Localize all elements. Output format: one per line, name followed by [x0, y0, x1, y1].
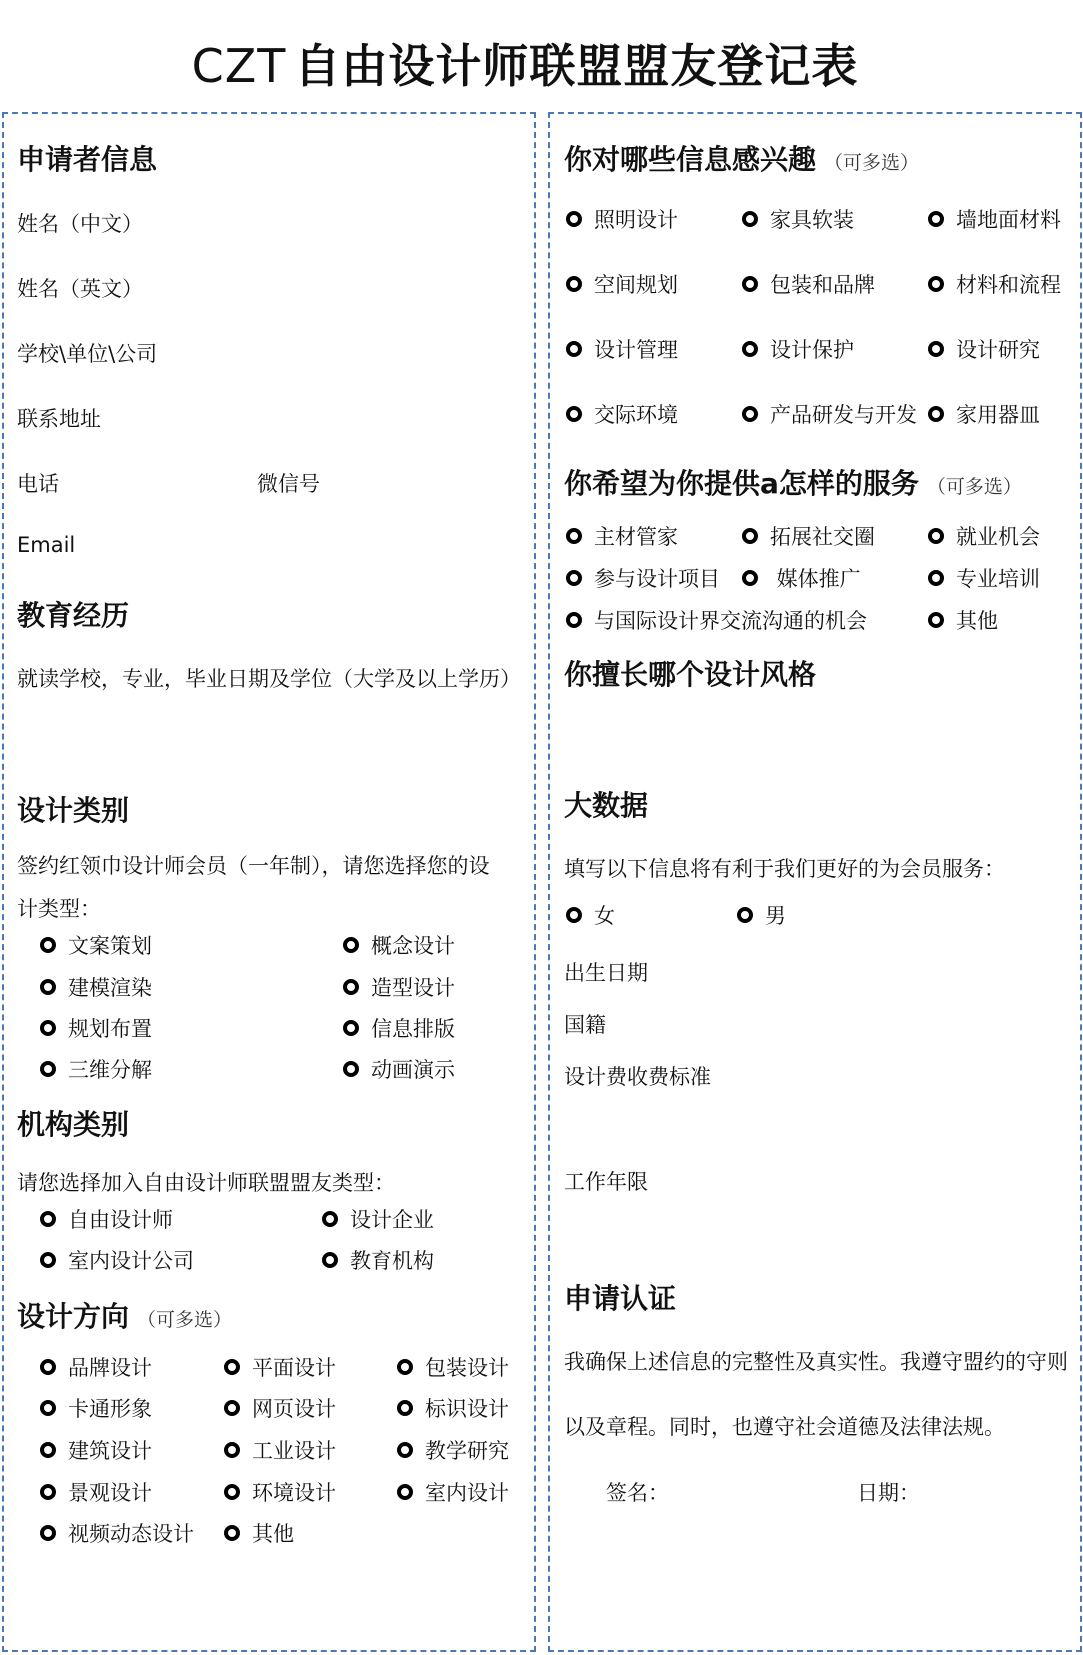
radio-icon	[224, 1484, 240, 1500]
interests-note: （可多选）	[824, 152, 920, 174]
option-architecture[interactable]: 建筑设计	[40, 1441, 152, 1462]
radio-icon	[397, 1484, 413, 1500]
nationality-field[interactable]: 国籍	[564, 1013, 606, 1037]
name-cn-field[interactable]: 姓名（中文）	[17, 212, 143, 236]
radio-icon	[40, 1525, 56, 1541]
radio-icon	[40, 979, 56, 995]
radio-icon	[737, 907, 753, 923]
option-design-company[interactable]: 设计企业	[322, 1210, 434, 1231]
birth-date-field[interactable]: 出生日期	[564, 961, 648, 985]
option-modeling[interactable]: 建模渲染	[40, 978, 152, 999]
signature-field[interactable]: 签名：	[606, 1481, 669, 1505]
radio-icon	[566, 276, 582, 292]
option-employment[interactable]: 就业机会	[928, 527, 1040, 548]
option-education-org[interactable]: 教育机构	[322, 1251, 434, 1272]
option-info-typesetting[interactable]: 信息排版	[343, 1019, 455, 1040]
option-design-protection[interactable]: 设计保护	[742, 340, 854, 361]
radio-icon	[742, 406, 758, 422]
radio-icon	[40, 1484, 56, 1500]
option-wall-floor[interactable]: 墙地面材料	[928, 210, 1061, 231]
radio-icon	[343, 937, 359, 953]
option-landscape[interactable]: 景观设计	[40, 1483, 152, 1504]
radio-icon	[40, 937, 56, 953]
option-form-design[interactable]: 造型设计	[343, 978, 455, 999]
option-concept-design[interactable]: 概念设计	[343, 936, 455, 957]
radio-icon	[742, 570, 758, 586]
option-design-management[interactable]: 设计管理	[566, 340, 678, 361]
certification-text-2: 以及章程。同时，也遵守社会道德及法律法规。	[564, 1415, 1005, 1439]
option-household-ware[interactable]: 家用器皿	[928, 405, 1040, 426]
radio-icon	[566, 907, 582, 923]
date-field[interactable]: 日期：	[857, 1481, 920, 1505]
education-heading: 教育经历	[17, 599, 130, 632]
radio-icon	[566, 341, 582, 357]
option-environment[interactable]: 环境设计	[224, 1483, 336, 1504]
radio-icon	[566, 211, 582, 227]
radio-icon	[40, 1211, 56, 1227]
radio-icon	[40, 1359, 56, 1375]
radio-icon	[40, 1252, 56, 1268]
radio-icon	[40, 1442, 56, 1458]
option-industrial[interactable]: 工业设计	[224, 1441, 336, 1462]
radio-icon	[40, 1061, 56, 1077]
radio-icon	[928, 211, 944, 227]
radio-icon	[224, 1359, 240, 1375]
direction-note: （可多选）	[137, 1309, 233, 1331]
option-3d-decomposition[interactable]: 三维分解	[40, 1060, 152, 1081]
applicant-heading: 申请者信息	[17, 143, 158, 176]
radio-icon	[566, 406, 582, 422]
radio-icon	[742, 276, 758, 292]
option-animation[interactable]: 动画演示	[343, 1060, 455, 1081]
wechat-field[interactable]: 微信号	[257, 472, 320, 496]
option-graphic-design[interactable]: 平面设计	[224, 1358, 336, 1379]
design-category-heading: 设计类别	[17, 794, 130, 827]
option-layout-planning[interactable]: 规划布置	[40, 1019, 152, 1040]
option-cartoon[interactable]: 卡通形象	[40, 1399, 152, 1420]
radio-icon	[566, 570, 582, 586]
option-interior[interactable]: 室内设计	[397, 1483, 509, 1504]
option-materials-process[interactable]: 材料和流程	[928, 275, 1061, 296]
radio-icon	[322, 1252, 338, 1268]
radio-icon	[928, 570, 944, 586]
radio-icon	[928, 341, 944, 357]
email-field[interactable]: Email	[17, 533, 76, 557]
radio-icon	[928, 406, 944, 422]
fee-standard-field[interactable]: 设计费收费标准	[564, 1065, 711, 1089]
option-video-motion[interactable]: 视频动态设计	[40, 1524, 194, 1545]
option-packaging-design[interactable]: 包装设计	[397, 1358, 509, 1379]
design-category-desc-2: 计类型：	[17, 897, 101, 921]
certification-heading: 申请认证	[564, 1282, 677, 1315]
direction-heading: 设计方向 （可多选）	[17, 1300, 233, 1333]
option-male[interactable]: 男	[737, 906, 786, 927]
option-media-promotion[interactable]: 媒体推广	[742, 569, 861, 590]
radio-icon	[343, 1061, 359, 1077]
radio-icon	[40, 1400, 56, 1416]
option-packaging-brand[interactable]: 包装和品牌	[742, 275, 875, 296]
option-brand-design[interactable]: 品牌设计	[40, 1358, 152, 1379]
radio-icon	[566, 528, 582, 544]
form-title	[0, 30, 1050, 96]
option-other-direction[interactable]: 其他	[224, 1524, 294, 1545]
name-en-field[interactable]: 姓名（英文）	[17, 277, 143, 301]
option-social-circle[interactable]: 拓展社交圈	[742, 527, 875, 548]
radio-icon	[928, 276, 944, 292]
radio-icon	[742, 211, 758, 227]
option-teaching[interactable]: 教学研究	[397, 1441, 509, 1462]
services-heading: 你希望为你提供a怎样的服务 （可多选）	[564, 467, 1022, 500]
radio-icon	[343, 979, 359, 995]
radio-icon	[566, 612, 582, 628]
title-text: 自由设计师联盟盟友登记表	[294, 39, 859, 93]
radio-icon	[224, 1442, 240, 1458]
radio-icon	[928, 612, 944, 628]
work-years-field[interactable]: 工作年限	[564, 1170, 648, 1194]
style-heading: 你擅长哪个设计风格	[564, 658, 817, 691]
option-logo-design[interactable]: 标识设计	[397, 1399, 509, 1420]
institution-heading: 机构类别	[17, 1108, 130, 1141]
title-prefix: CZT	[191, 39, 287, 93]
option-copywriting[interactable]: 文案策划	[40, 936, 152, 957]
certification-text-1: 我确保上述信息的完整性及真实性。我遵守盟约的守则	[564, 1350, 1068, 1374]
radio-icon	[742, 341, 758, 357]
interests-heading: 你对哪些信息感兴趣 （可多选）	[564, 143, 920, 176]
institution-desc: 请您选择加入自由设计师联盟盟友类型：	[17, 1171, 395, 1195]
option-freelancer[interactable]: 自由设计师	[40, 1210, 173, 1231]
radio-icon	[742, 528, 758, 544]
address-field[interactable]: 联系地址	[17, 407, 101, 431]
option-social-environment[interactable]: 交际环境	[566, 405, 678, 426]
option-join-projects[interactable]: 参与设计项目	[566, 569, 720, 590]
radio-icon	[224, 1400, 240, 1416]
radio-icon	[224, 1525, 240, 1541]
option-lighting[interactable]: 照明设计	[566, 210, 678, 231]
radio-icon	[397, 1400, 413, 1416]
radio-icon	[322, 1211, 338, 1227]
option-web-design[interactable]: 网页设计	[224, 1399, 336, 1420]
option-design-research[interactable]: 设计研究	[928, 340, 1040, 361]
option-product-rd[interactable]: 产品研发与开发	[742, 405, 917, 426]
option-interior-company[interactable]: 室内设计公司	[40, 1251, 194, 1272]
radio-icon	[343, 1020, 359, 1036]
option-international-exchange[interactable]: 与国际设计界交流沟通的机会	[566, 611, 867, 632]
option-training[interactable]: 专业培训	[928, 569, 1040, 590]
radio-icon	[928, 528, 944, 544]
phone-field[interactable]: 电话	[17, 472, 59, 496]
radio-icon	[40, 1020, 56, 1036]
option-other-service[interactable]: 其他	[928, 611, 998, 632]
option-furniture[interactable]: 家具软装	[742, 210, 854, 231]
services-note: （可多选）	[926, 476, 1022, 498]
option-female[interactable]: 女	[566, 906, 615, 927]
option-space-planning[interactable]: 空间规划	[566, 275, 678, 296]
design-category-desc-1: 签约红领巾设计师会员（一年制），请您选择您的设	[17, 854, 490, 878]
radio-icon	[397, 1359, 413, 1375]
radio-icon	[397, 1442, 413, 1458]
education-field[interactable]: 就读学校，专业，毕业日期及学位（大学及以上学历）	[17, 667, 521, 691]
bigdata-desc: 填写以下信息将有利于我们更好的为会员服务：	[564, 857, 1005, 881]
bigdata-heading: 大数据	[564, 789, 649, 822]
organization-field[interactable]: 学校\单位\公司	[17, 342, 158, 366]
option-material-butler[interactable]: 主材管家	[566, 527, 678, 548]
